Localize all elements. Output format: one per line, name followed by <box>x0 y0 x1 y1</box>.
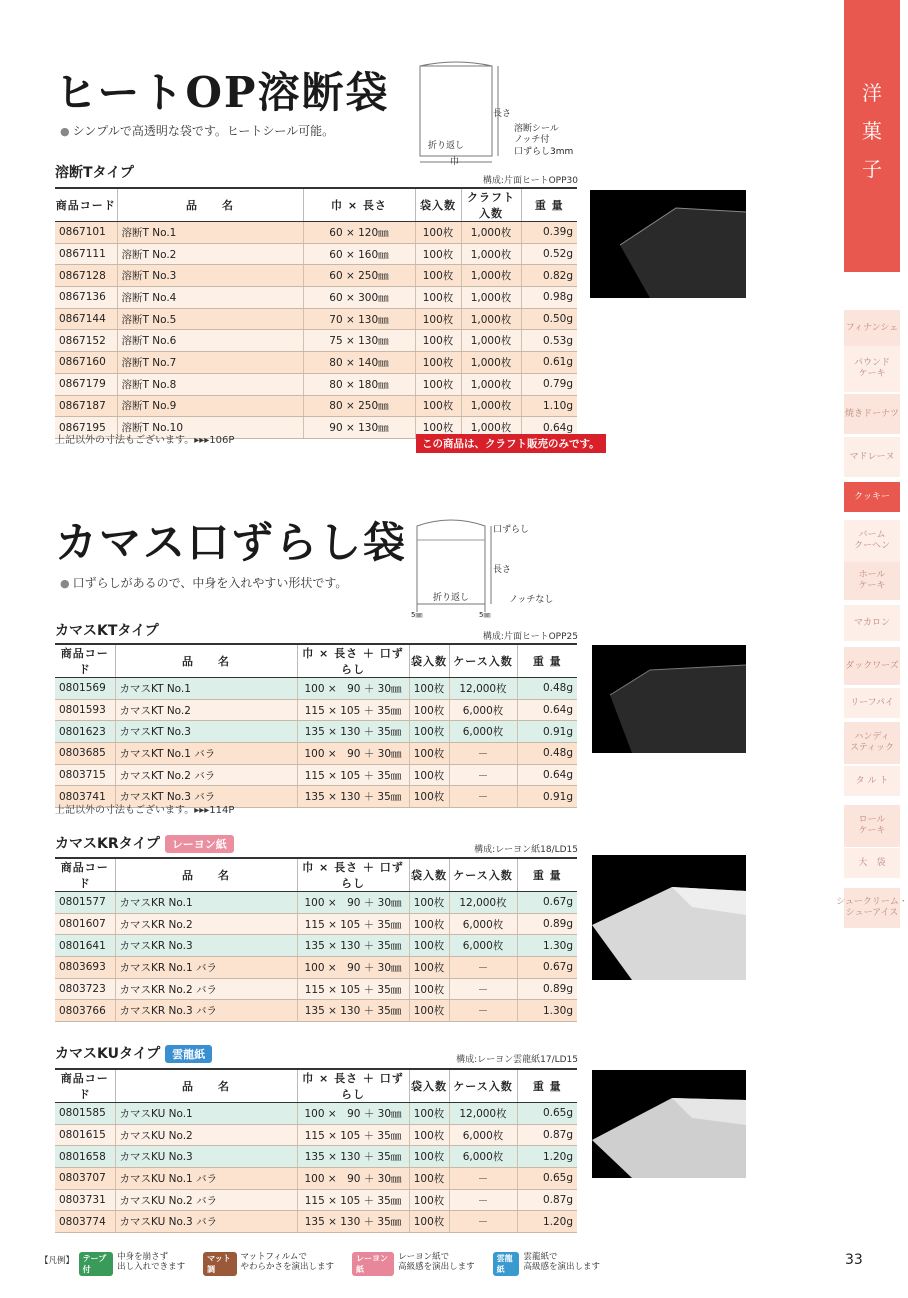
page-number: 33 <box>845 1252 863 1268</box>
table-cell: 6,000枚 <box>449 913 517 935</box>
table-cell: 0.65g <box>517 1168 577 1190</box>
table-cell: 0.65g <box>517 1103 577 1125</box>
legend-badge: 雲龍紙 <box>493 1252 520 1276</box>
table-cell: カマスKR No.3 <box>115 935 297 957</box>
table-cell: 0.64g <box>521 417 577 439</box>
table-cell: 1.20g <box>517 1146 577 1168</box>
table-cell: 6,000枚 <box>449 721 517 743</box>
table-cell: 115 × 105 ＋ 35㎜ <box>297 764 409 786</box>
column-header: 商品コード <box>55 188 117 222</box>
table-cell: 0.98g <box>521 287 577 309</box>
table-cell: 0.52g <box>521 243 577 265</box>
table-cell: 0801585 <box>55 1103 115 1125</box>
legend-text: 雲龍紙で 高級感を演出します <box>523 1252 600 1273</box>
table-cell: 100枚 <box>415 352 461 374</box>
table-cell: 0867101 <box>55 222 117 244</box>
table-cell: 0801641 <box>55 935 115 957</box>
table-cell: 100枚 <box>409 1189 449 1211</box>
table-cell: 100枚 <box>409 743 449 765</box>
table-cell: カマスKT No.2 バラ <box>115 764 297 786</box>
table-cell: 100枚 <box>409 764 449 786</box>
table-row <box>55 913 577 935</box>
table-cell: 0867136 <box>55 287 117 309</box>
table-row <box>55 957 577 979</box>
table-cell: 0801577 <box>55 892 115 914</box>
table-cell: － <box>449 1000 517 1022</box>
table-cell: 1,000枚 <box>461 287 521 309</box>
table-cell: 0.64g <box>517 699 577 721</box>
table-cell: 1.10g <box>521 395 577 417</box>
table-row <box>55 352 577 374</box>
table-cell: 100枚 <box>409 721 449 743</box>
table-yodan-t <box>55 187 577 439</box>
table-cell: 12,000枚 <box>449 678 517 700</box>
dim-mouth: 口ずらし <box>493 525 530 535</box>
table-cell: 12,000枚 <box>449 1103 517 1125</box>
table-row <box>55 1124 577 1146</box>
table-cell: 0801569 <box>55 678 115 700</box>
category-tab[interactable]: パウンド ケーキ <box>844 346 900 392</box>
table-cell: 0867187 <box>55 395 117 417</box>
table-cell: 100枚 <box>415 330 461 352</box>
table-cell: 1,000枚 <box>461 308 521 330</box>
table-cell: 溶断T No.10 <box>117 417 303 439</box>
category-tab[interactable]: マカロン <box>844 605 900 641</box>
unryu-badge: 雲龍紙 <box>165 1045 212 1063</box>
kraft-only-notice: この商品は、クラフト販売のみです。 <box>416 434 606 453</box>
column-header: 巾 × 長さ ＋ 口ずらし <box>297 1069 409 1103</box>
table-cell: 0867111 <box>55 243 117 265</box>
table-cell: カマスKT No.3 <box>115 721 297 743</box>
table-cell: 100枚 <box>415 395 461 417</box>
table-cell: 135 × 130 ＋ 35㎜ <box>297 1146 409 1168</box>
category-tab[interactable]: タ ル ト <box>844 766 900 796</box>
table-cell: － <box>449 1168 517 1190</box>
t4-composition: 構成:レーヨン雲龍紙17/LD15 <box>456 1055 578 1065</box>
table-cell: 70 × 130㎜ <box>303 308 415 330</box>
category-band: 洋 菓 子 <box>844 0 900 272</box>
legend-text: マットフィルムで やわらかさを演出します <box>240 1252 335 1273</box>
table-row <box>55 287 577 309</box>
table-cell: 0.64g <box>517 764 577 786</box>
table-cell: － <box>449 978 517 1000</box>
table-cell: 0.89g <box>517 978 577 1000</box>
table-cell: 0.87g <box>517 1124 577 1146</box>
bag-notes: 溶断シール ノッチ付 口ずらし3mm <box>514 124 574 157</box>
t2-note: 上記以外の寸法もございます。▸▸▸114P <box>55 805 235 816</box>
dim-width: 巾 <box>450 157 460 167</box>
table-kamasu-ku <box>55 1068 577 1233</box>
table-cell: 80 × 140㎜ <box>303 352 415 374</box>
table-cell: 溶断T No.8 <box>117 373 303 395</box>
table-cell: 0.39g <box>521 222 577 244</box>
category-tab[interactable]: ロール ケーキ <box>844 805 900 847</box>
category-tab[interactable]: バーム クーヘン <box>844 520 900 562</box>
legend <box>40 1252 600 1278</box>
dim-length-2: 長さ <box>493 565 512 575</box>
column-header: 袋入数 <box>409 1069 449 1103</box>
column-header: 重 量 <box>517 858 577 892</box>
table-cell: 6,000枚 <box>449 699 517 721</box>
table-cell: 6,000枚 <box>449 935 517 957</box>
table-row <box>55 721 577 743</box>
table-cell: 0801658 <box>55 1146 115 1168</box>
table-cell: 100枚 <box>409 1168 449 1190</box>
column-header: 商品コード <box>55 858 115 892</box>
table-cell: 0.53g <box>521 330 577 352</box>
column-header: 巾 × 長さ ＋ 口ずらし <box>297 644 409 678</box>
table-cell: 100枚 <box>415 265 461 287</box>
table-cell: 100枚 <box>415 373 461 395</box>
category-tab[interactable]: 大 袋 <box>844 848 900 878</box>
table-cell: 1.20g <box>517 1211 577 1233</box>
table-row <box>55 1168 577 1190</box>
section2-desc: ● 口ずらしがあるので、中身を入れやすい形状です。 <box>60 574 347 591</box>
category-tab[interactable]: クッキー <box>844 482 900 512</box>
table-cell: カマスKU No.3 バラ <box>115 1211 297 1233</box>
table-cell: カマスKT No.1 バラ <box>115 743 297 765</box>
table-cell: 75 × 130㎜ <box>303 330 415 352</box>
legend-badge: レーヨン紙 <box>352 1252 394 1276</box>
table-cell: 60 × 160㎜ <box>303 243 415 265</box>
t3-subtitle: カマスKRタイプ レーヨン紙 <box>55 833 234 853</box>
table-row <box>55 1146 577 1168</box>
table-cell: 0.91g <box>517 721 577 743</box>
table-cell: 115 × 105 ＋ 35㎜ <box>297 913 409 935</box>
table-cell: － <box>449 786 517 808</box>
legend-item <box>352 1252 475 1276</box>
table-cell: 100 × 90 ＋ 30㎜ <box>297 678 409 700</box>
table-cell: 100枚 <box>409 1211 449 1233</box>
table-cell: カマスKR No.1 バラ <box>115 957 297 979</box>
column-header: ケース入数 <box>449 858 517 892</box>
bag-diagram-2 <box>405 512 565 622</box>
table-cell: 0867152 <box>55 330 117 352</box>
t2-subtitle: カマスKTタイプ <box>55 623 159 639</box>
table-cell: 溶断T No.1 <box>117 222 303 244</box>
table-cell: 1,000枚 <box>461 243 521 265</box>
table-cell: 0803731 <box>55 1189 115 1211</box>
table-cell: 0801623 <box>55 721 115 743</box>
table-cell: 100枚 <box>409 935 449 957</box>
t1-note: 上記以外の寸法もございます。▸▸▸106P <box>55 435 235 446</box>
table-cell: カマスKU No.1 <box>115 1103 297 1125</box>
table-cell: － <box>449 957 517 979</box>
table-cell: 135 × 130 ＋ 35㎜ <box>297 1211 409 1233</box>
table-cell: 溶断T No.9 <box>117 395 303 417</box>
table-cell: 0801615 <box>55 1124 115 1146</box>
table-cell: 0.50g <box>521 308 577 330</box>
table-cell: カマスKR No.1 <box>115 892 297 914</box>
fold-label-2: 折り返し <box>433 593 470 603</box>
table-cell: 0867160 <box>55 352 117 374</box>
table-kamasu-kt <box>55 643 577 808</box>
table-cell: 0803693 <box>55 957 115 979</box>
table-row <box>55 764 577 786</box>
table-row <box>55 892 577 914</box>
table-cell: － <box>449 1189 517 1211</box>
category-tab[interactable]: シュークリーム・ シューアイス <box>844 888 900 928</box>
table-cell: 溶断T No.6 <box>117 330 303 352</box>
table-cell: カマスKU No.2 バラ <box>115 1189 297 1211</box>
column-header: ケース入数 <box>449 644 517 678</box>
table-cell: カマスKT No.3 バラ <box>115 786 297 808</box>
category-tab[interactable]: ハンディ スティック <box>844 722 900 764</box>
column-header: 品 名 <box>115 644 297 678</box>
table-cell: 135 × 130 ＋ 35㎜ <box>297 1000 409 1022</box>
table-cell: － <box>449 743 517 765</box>
table-cell: 1,000枚 <box>461 330 521 352</box>
table-cell: 1,000枚 <box>461 417 521 439</box>
legend-text: レーヨン紙で 高級感を演出します <box>398 1252 475 1273</box>
table-cell: 0803766 <box>55 1000 115 1022</box>
table-cell: 0.79g <box>521 373 577 395</box>
t2-composition: 構成:片面ヒートOPP25 <box>482 632 578 642</box>
table-cell: 0.91g <box>517 786 577 808</box>
table-cell: 0867195 <box>55 417 117 439</box>
table-cell: 100 × 90 ＋ 30㎜ <box>297 743 409 765</box>
table-cell: カマスKT No.2 <box>115 699 297 721</box>
column-header: 品 名 <box>117 188 303 222</box>
table-cell: 1,000枚 <box>461 265 521 287</box>
table-cell: 0.48g <box>517 678 577 700</box>
category-tab[interactable]: リーフパイ <box>844 688 900 718</box>
product-photo-1 <box>590 190 746 298</box>
table-cell: 0.61g <box>521 352 577 374</box>
table-cell: 100枚 <box>409 699 449 721</box>
column-header: 商品コード <box>55 644 115 678</box>
table-cell: 60 × 120㎜ <box>303 222 415 244</box>
table-cell: 溶断T No.2 <box>117 243 303 265</box>
table-cell: 0.89g <box>517 913 577 935</box>
table-cell: 0867128 <box>55 265 117 287</box>
table-cell: 100枚 <box>409 1124 449 1146</box>
table-cell: 0803774 <box>55 1211 115 1233</box>
table-row <box>55 265 577 287</box>
table-cell: 6,000枚 <box>449 1124 517 1146</box>
table-row <box>55 1103 577 1125</box>
table-cell: － <box>449 764 517 786</box>
table-cell: 1,000枚 <box>461 352 521 374</box>
table-cell: 90 × 130㎜ <box>303 417 415 439</box>
table-cell: 100枚 <box>409 1103 449 1125</box>
table-row <box>55 699 577 721</box>
column-header: 品 名 <box>115 1069 297 1103</box>
table-cell: 0803715 <box>55 764 115 786</box>
dim-length: 長さ <box>493 109 512 119</box>
table-cell: 0801593 <box>55 699 115 721</box>
table-cell: 0.67g <box>517 892 577 914</box>
category-tab[interactable]: ホール ケーキ <box>844 562 900 600</box>
fold-label: 折り返し <box>428 141 465 151</box>
table-cell: 100枚 <box>409 913 449 935</box>
table-cell: 100枚 <box>409 892 449 914</box>
table-cell: 0867144 <box>55 308 117 330</box>
t1-composition: 構成:片面ヒートOPP30 <box>482 176 578 186</box>
category-tab[interactable]: フィナンシェ <box>844 310 900 346</box>
table-cell: 溶断T No.4 <box>117 287 303 309</box>
column-header: 重 量 <box>517 1069 577 1103</box>
table-cell: 100枚 <box>415 417 461 439</box>
table-row <box>55 1189 577 1211</box>
bag-diagram-1 <box>408 58 583 173</box>
column-header: クラフト入数 <box>461 188 521 222</box>
table-cell: カマスKU No.1 バラ <box>115 1168 297 1190</box>
column-header: 袋入数 <box>409 644 449 678</box>
table-row <box>55 395 577 417</box>
table-cell: 135 × 130 ＋ 35㎜ <box>297 721 409 743</box>
table-cell: カマスKU No.2 <box>115 1124 297 1146</box>
table-cell: 60 × 300㎜ <box>303 287 415 309</box>
mm-right: 5㎜ <box>479 611 491 619</box>
product-photo-3 <box>592 855 746 980</box>
table-cell: 0.48g <box>517 743 577 765</box>
table-cell: 100 × 90 ＋ 30㎜ <box>297 892 409 914</box>
table-cell: 60 × 250㎜ <box>303 265 415 287</box>
table-row <box>55 222 577 244</box>
table-cell: カマスKR No.3 バラ <box>115 1000 297 1022</box>
table-cell: 135 × 130 ＋ 35㎜ <box>297 786 409 808</box>
table-cell: 100 × 90 ＋ 30㎜ <box>297 1103 409 1125</box>
table-cell: 80 × 180㎜ <box>303 373 415 395</box>
table-cell: 0.67g <box>517 957 577 979</box>
table-cell: 1.30g <box>517 1000 577 1022</box>
table-cell: 115 × 105 ＋ 35㎜ <box>297 699 409 721</box>
table-cell: 100枚 <box>415 243 461 265</box>
column-header: ケース入数 <box>449 1069 517 1103</box>
t4-subtitle: カマスKUタイプ 雲龍紙 <box>55 1043 212 1063</box>
table-cell: 0.87g <box>517 1189 577 1211</box>
table-row <box>55 935 577 957</box>
notch-label: ノッチなし <box>509 595 554 605</box>
section1-title: ヒートOP溶断袋 <box>55 68 390 117</box>
table-cell: 0801607 <box>55 913 115 935</box>
table-cell: 100枚 <box>409 678 449 700</box>
legend-badge: マット調 <box>203 1252 236 1276</box>
category-tab[interactable]: マドレーヌ <box>844 437 900 477</box>
table-cell: 100枚 <box>409 1146 449 1168</box>
rayon-badge: レーヨン紙 <box>165 835 234 853</box>
table-cell: 溶断T No.7 <box>117 352 303 374</box>
category-tab[interactable]: 焼きドーナツ <box>844 394 900 434</box>
table-cell: 0803741 <box>55 786 115 808</box>
column-header: 重 量 <box>517 644 577 678</box>
table-cell: 115 × 105 ＋ 35㎜ <box>297 978 409 1000</box>
table-cell: 100枚 <box>415 308 461 330</box>
table-row <box>55 373 577 395</box>
column-header: 巾 × 長さ <box>303 188 415 222</box>
table-cell: 0803723 <box>55 978 115 1000</box>
table-cell: 100枚 <box>415 287 461 309</box>
table-row <box>55 1211 577 1233</box>
table-row <box>55 978 577 1000</box>
table-cell: 115 × 105 ＋ 35㎜ <box>297 1189 409 1211</box>
table-cell: 1,000枚 <box>461 373 521 395</box>
table-cell: カマスKU No.3 <box>115 1146 297 1168</box>
legend-item <box>203 1252 334 1276</box>
category-tab[interactable]: ダックワーズ <box>844 647 900 685</box>
product-photo-4 <box>592 1070 746 1178</box>
table-cell: 100 × 90 ＋ 30㎜ <box>297 1168 409 1190</box>
column-header: 重 量 <box>521 188 577 222</box>
table-cell: 100枚 <box>409 1000 449 1022</box>
table-cell: 100枚 <box>415 222 461 244</box>
column-header: 商品コード <box>55 1069 115 1103</box>
table-cell: カマスKT No.1 <box>115 678 297 700</box>
table-cell: 100 × 90 ＋ 30㎜ <box>297 957 409 979</box>
legend-item <box>493 1252 600 1276</box>
table-cell: 100枚 <box>409 978 449 1000</box>
section1-desc: ● シンプルで高透明な袋です。ヒートシール可能。 <box>60 122 334 139</box>
column-header: 巾 × 長さ ＋ 口ずらし <box>297 858 409 892</box>
legend-item <box>79 1252 186 1276</box>
legend-badge: テープ付 <box>79 1252 113 1276</box>
table-cell: 1,000枚 <box>461 395 521 417</box>
table-cell: 12,000枚 <box>449 892 517 914</box>
table-cell: カマスKR No.2 バラ <box>115 978 297 1000</box>
table-row <box>55 243 577 265</box>
table-cell: 100枚 <box>409 786 449 808</box>
table-cell: 0803685 <box>55 743 115 765</box>
table-cell: 100枚 <box>409 957 449 979</box>
table-cell: 80 × 250㎜ <box>303 395 415 417</box>
table-cell: 0867179 <box>55 373 117 395</box>
table-row <box>55 1000 577 1022</box>
column-header: 袋入数 <box>409 858 449 892</box>
table-cell: 0.82g <box>521 265 577 287</box>
table-row <box>55 743 577 765</box>
table-cell: 1,000枚 <box>461 222 521 244</box>
section2-title: カマス口ずらし袋 <box>55 518 408 567</box>
table-kamasu-kr <box>55 857 577 1022</box>
table-row <box>55 678 577 700</box>
table-row <box>55 330 577 352</box>
table-cell: 6,000枚 <box>449 1146 517 1168</box>
table-cell: 溶断T No.5 <box>117 308 303 330</box>
table-cell: 135 × 130 ＋ 35㎜ <box>297 935 409 957</box>
legend-text: 中身を崩さず 出し入れできます <box>117 1252 186 1273</box>
table-cell: カマスKR No.2 <box>115 913 297 935</box>
legend-label: 【凡例】 <box>40 1256 75 1266</box>
table-cell: 溶断T No.3 <box>117 265 303 287</box>
mm-left: 5㎜ <box>411 611 423 619</box>
t3-composition: 構成:レーヨン紙18/LD15 <box>474 845 578 855</box>
table-row <box>55 308 577 330</box>
column-header: 袋入数 <box>415 188 461 222</box>
table-cell: 115 × 105 ＋ 35㎜ <box>297 1124 409 1146</box>
t1-subtitle: 溶断Tタイプ <box>55 165 134 181</box>
table-cell: － <box>449 1211 517 1233</box>
table-cell: 1.30g <box>517 935 577 957</box>
product-photo-2 <box>592 645 746 753</box>
table-cell: 0803707 <box>55 1168 115 1190</box>
column-header: 品 名 <box>115 858 297 892</box>
